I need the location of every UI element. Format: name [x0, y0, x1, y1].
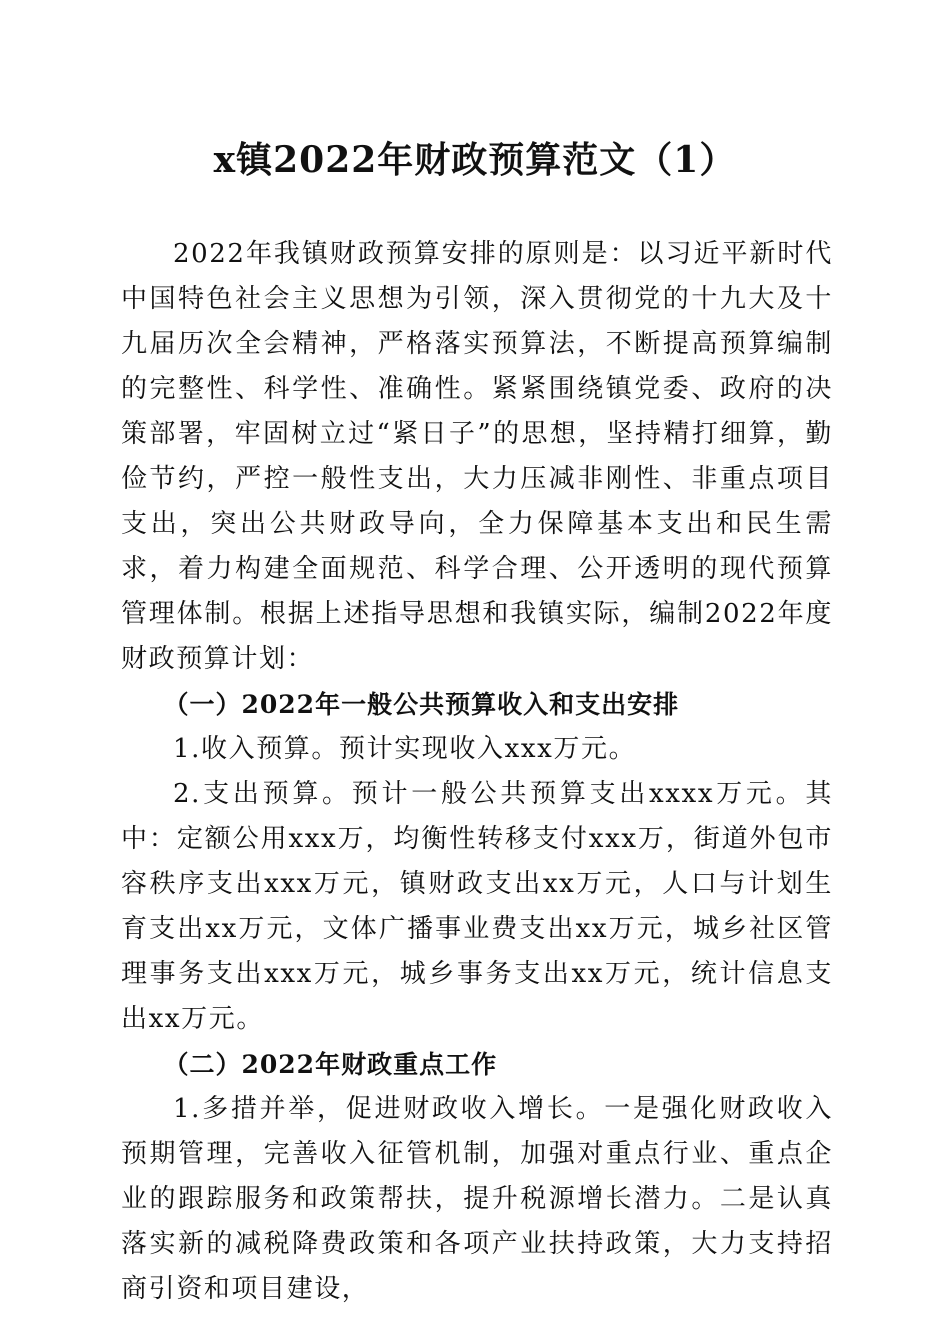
section-heading-budget-arrangement: （一）2022年一般公共预算收入和支出安排	[163, 690, 680, 719]
section-heading-key-work: （二）2022年财政重点工作	[163, 1050, 498, 1079]
document-body	[121, 232, 833, 1312]
revenue-growth-paragraph: 1.多措并举，促进财政收入增长。一是强化财政收入预期管理，完善收入征管机制，加强对重点行业、重点企业的跟踪服务和政策帮扶，提升税源增长潜力。二是认真落实新的减税降费政策和各项产业扶持政策，大力支持招商引资和项目建设，	[121, 1094, 833, 1304]
document-title: x镇2022年财政预算范文（1）	[213, 139, 737, 181]
intro-paragraph: 2022年我镇财政预算安排的原则是：以习近平新时代中国特色社会主义思想为引领，深入贯彻党的十九大及十九届历次全会精神，严格落实预算法，不断提高预算编制的完整性、科学性、准确性。紧紧围绕镇党委、政府的决策部署，牢固树立过“紧日子”的思想，坚持精打细算，勤俭节约，严控一般性支出，大力压减非刚性、非重点项目支出，突出公共财政导向，全力保障基本支出和民生需求，着力构建全面规范、科学合理、公开透明的现代预算管理体制。根据上述指导思想和我镇实际，编制2022年度财政预算计划：	[121, 239, 833, 674]
expenditure-budget-paragraph: 2.支出预算。预计一般公共预算支出xxxx万元。其中：定额公用xxx万，均衡性转移支付xxx万，街道外包市容秩序支出xxx万元，镇财政支出xx万元，人口与计划生育支出xx万元，文体广播事业费支出xx万元，城乡社区管理事务支出xxx万元，城乡事务支出xx万元，统计信息支出xx万元。	[121, 779, 833, 1034]
revenue-budget-paragraph: 1.收入预算。预计实现收入xxx万元。	[173, 734, 637, 764]
